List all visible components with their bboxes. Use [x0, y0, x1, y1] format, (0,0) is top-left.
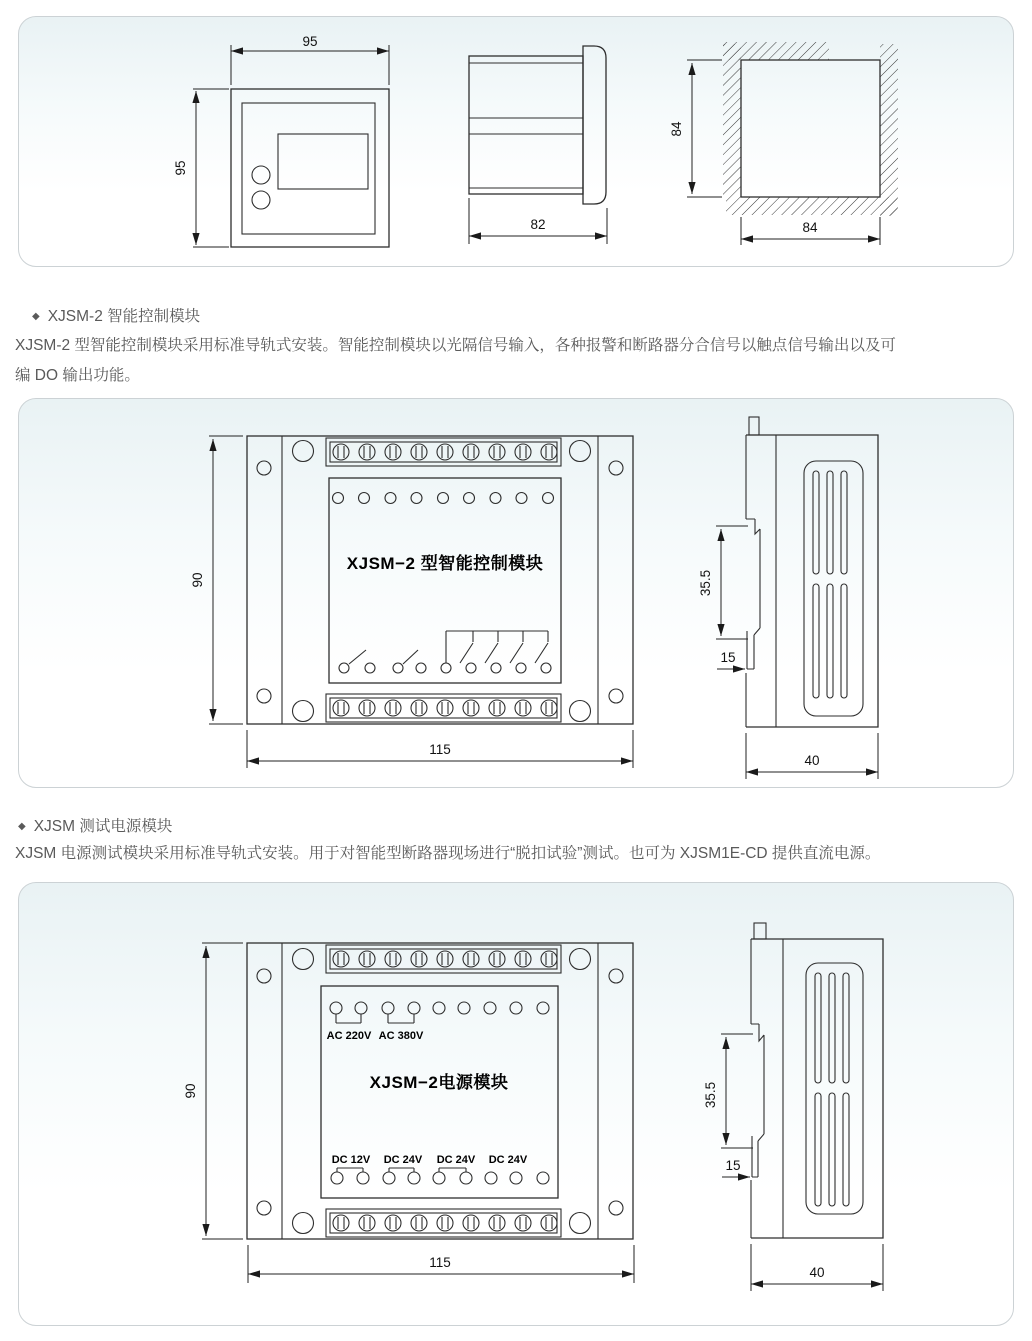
power-module-drawing [19, 883, 1015, 1327]
control-module-card [18, 398, 1014, 788]
dim-meter-depth: 82 [530, 217, 546, 232]
control-module-title: XJSM−2 型智能控制模块 [346, 554, 544, 573]
control-module-side-view [698, 417, 878, 779]
dim-power-depth: 40 [809, 1265, 825, 1280]
dim-meter-height: 95 [173, 160, 188, 176]
dim-meter-width: 95 [302, 34, 318, 49]
control-module-drawing [19, 399, 1015, 789]
power-module-card [18, 882, 1014, 1326]
dim-cutout-height: 84 [669, 121, 684, 137]
dim-control-depth: 40 [804, 753, 820, 768]
heading-text-control: XJSM-2 智能控制模块 [47, 308, 201, 325]
io-led-row [333, 493, 554, 504]
vent-slots [815, 973, 849, 1206]
dc-24v-label-1: DC 24V [383, 1154, 423, 1166]
dim-power-height: 90 [183, 1083, 198, 1099]
dc-24v-label-2: DC 24V [436, 1154, 476, 1166]
meter-dimension-drawing [19, 17, 1015, 268]
power-module-side-view [703, 923, 883, 1291]
heading-text-power: XJSM 测试电源模块 [33, 818, 173, 835]
ac-220v-label: AC 220V [326, 1030, 372, 1042]
dim-control-width: 115 [429, 742, 451, 757]
meter-front-view [173, 34, 389, 247]
dc-24v-label-3: DC 24V [488, 1154, 528, 1166]
diamond-bullet: ◆ [18, 821, 26, 832]
dim-cutout-width: 84 [802, 220, 818, 235]
dim-control-height: 90 [190, 572, 205, 588]
section-heading-control [32, 306, 200, 328]
dim-power-width: 115 [429, 1255, 451, 1270]
paragraph-control-line2: 编 DO 输出功能。 [15, 367, 140, 384]
diamond-bullet: ◆ [32, 311, 40, 322]
dim-control-rail: 35.5 [698, 569, 713, 597]
paragraph-control-line1: XJSM-2 型智能控制模块采用标准导轨式安装。智能控制模块以光隔信号输入，各种报警和断路器分合信号以触点信号输出以及可 [15, 337, 896, 354]
dim-power-clip: 15 [725, 1158, 741, 1173]
ac-380v-label: AC 380V [378, 1030, 424, 1042]
power-module-title: XJSM−2电源模块 [369, 1073, 509, 1092]
ac-input-row [330, 1002, 549, 1023]
section-heading-power [18, 816, 172, 838]
dc-output-row [331, 1168, 549, 1184]
dim-control-clip: 15 [720, 650, 736, 665]
meter-side-view [469, 46, 607, 244]
paragraph-power-line1: XJSM 电源测试模块采用标准导轨式安装。用于对智能型断路器现场进行“脱扣试验”测试。也可为 XJSM1E-CD 提供直流电源。 [15, 845, 881, 862]
power-module-front-view [183, 943, 634, 1283]
control-module-front-view [190, 436, 633, 768]
contact-symbols [339, 631, 551, 673]
vent-slots [813, 471, 847, 698]
dim-power-rail: 35.5 [703, 1081, 718, 1109]
meter-dimensions-card [18, 16, 1014, 267]
meter-panel-cutout-view [669, 42, 898, 245]
dc-12v-label: DC 12V [331, 1154, 371, 1166]
